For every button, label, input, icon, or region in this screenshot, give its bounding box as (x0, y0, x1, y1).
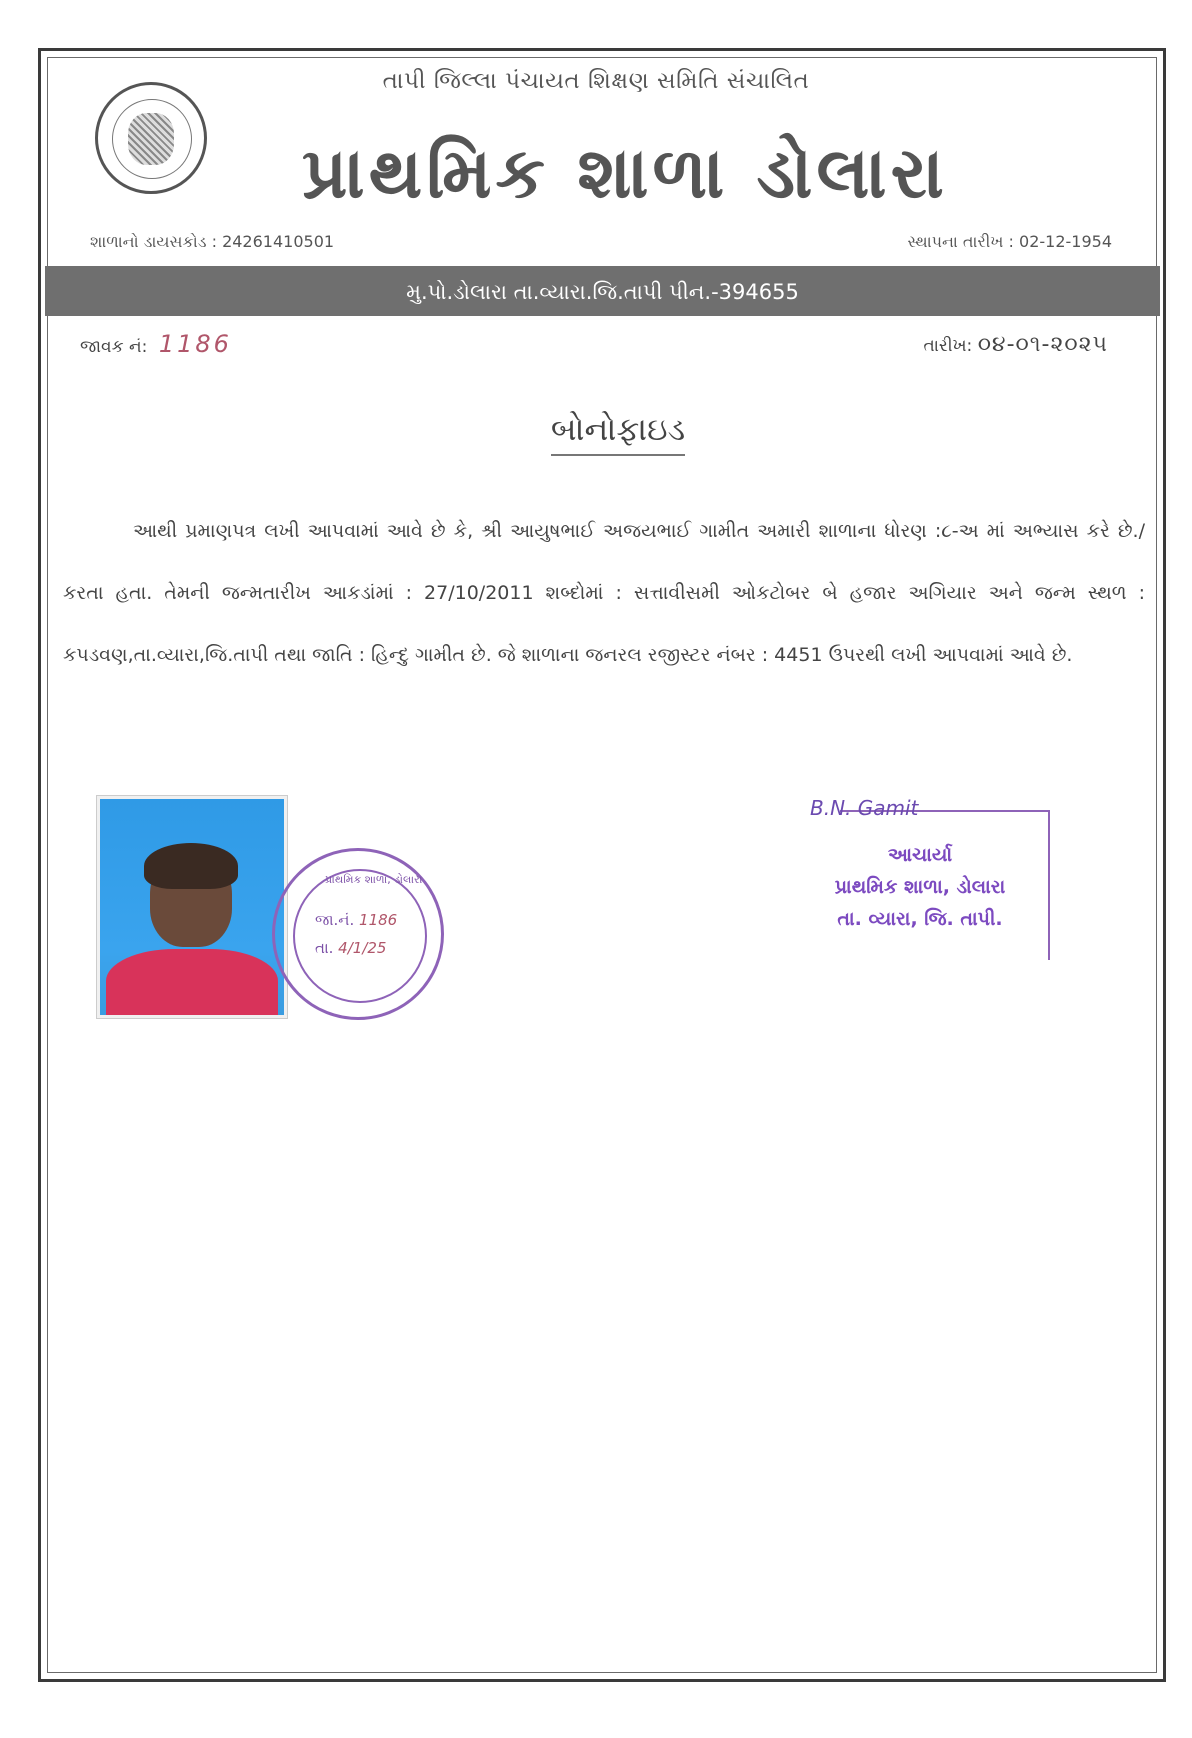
signature-title: આચાર્યા (887, 844, 953, 866)
stamp-outward-value: 1186 (359, 911, 398, 929)
address-band: મુ.પો.ડોલારા તા.વ્યારા.જિ.તાપી પીન.-394655 (45, 266, 1160, 316)
signature-scrawl: B.N. Gamit (810, 796, 919, 820)
certificate-heading (0, 410, 1192, 449)
signature-school: પ્રાથમિક શાળા, ડોલારા (834, 876, 1006, 898)
stamp-outward-label: જા.નં. (315, 911, 355, 929)
stamp-date-label: તા. (315, 939, 334, 957)
date-value: ૦૪-૦૧-૨૦૨૫ (977, 332, 1108, 357)
date-label: તારીખ: (923, 336, 973, 356)
stamp-inner-ring (293, 869, 427, 1003)
photo-shirt (106, 949, 278, 1018)
stamp-arc-text: પ્રાથમિક શાળા, ડોલારા (325, 873, 423, 886)
signature-address: તા. વ્યારા, જિ. તાપી. (837, 908, 1003, 930)
photo-hair (144, 843, 238, 889)
principal-signature-stamp (800, 796, 1050, 960)
heading-text: બોનોફાઇડ (551, 410, 685, 456)
student-photo (97, 796, 287, 1018)
dise-code: શાળાનો ડાયસકોડ : 24261410501 (90, 232, 335, 251)
stamp-date-value: 4/1/25 (338, 939, 387, 957)
header-subtitle: તાપી જિલ્લા પંચાયત શિક્ષણ સમિતિ સંચાલિત (382, 68, 810, 94)
outward-number (80, 330, 232, 358)
stamp-date (315, 939, 386, 957)
school-stamp (272, 848, 444, 1020)
outward-label: જાવક નં: (80, 337, 148, 357)
school-name-title: પ્રાથમિક શાળા ડોલારા (302, 132, 948, 214)
certificate-body: આથી પ્રમાણપત્ર લખી આપવામાં આવે છે કે, શ્રી આયુષભાઈ અજયભાઈ ગામીત અમારી શાળાના ધોરણ :૮-અ માં અભ્યાસ કરે છે./ કરતા હતા. તેમની જન્મતારીખ આકડાંમાં : 27/10/2011 શબ્દોમાં : સત્તાવીસમી ઓકટોબર બે હજાર અગિયાર અને જન્મ સ્થળ : કપડવણ,તા.વ્યારા,જિ.તાપી તથા જાતિ : હિન્દુ ગામીત છે. જે શાળાના જનરલ રજીસ્ટર નંબર : 4451 ઉપરથી લખી આપવામાં આવે છે. (63, 520, 1145, 666)
issue-date (923, 332, 1108, 357)
outward-value: 1186 (158, 330, 232, 358)
stamp-outward (315, 911, 397, 929)
founded-date: સ્થાપના તારીખ : 02-12-1954 (907, 232, 1112, 251)
